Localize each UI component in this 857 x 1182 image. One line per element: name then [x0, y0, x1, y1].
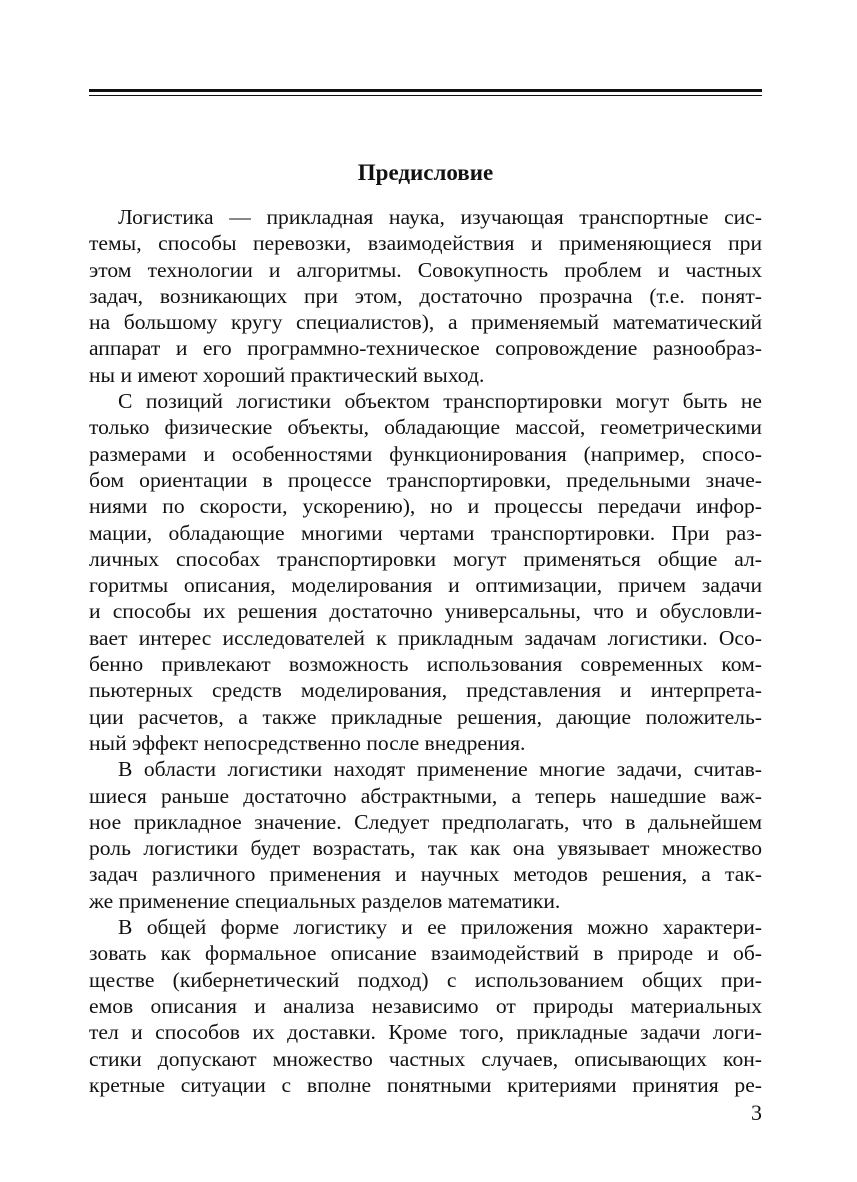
body-text: [89, 204, 762, 1098]
text-line: ное прикладное значение. Следует предполагать, что в дальнейшем: [89, 809, 762, 834]
text-line: мации, обладающие многими чертами транспортировки. При раз-: [89, 520, 762, 545]
page-title: Предисловие: [357, 160, 494, 185]
text-line: бенно привлекают возможность использования современных ком-: [89, 652, 762, 677]
text-line: на большому кругу специалистов), а применяемый математический: [89, 310, 762, 335]
header-rule-thin: [89, 95, 762, 96]
text-line: роль логистики будет возрастать, так как она увязывает множество: [89, 836, 762, 861]
text-line: ществе (кибернетический подход) с использованием общих при-: [89, 967, 762, 992]
paragraph: [89, 204, 762, 388]
text-line: тел и способов их доставки. Кроме того, прикладные задачи логи-: [89, 1020, 762, 1045]
page-number: 3: [751, 1100, 762, 1125]
text-line: вает интерес исследователей к прикладным задачам логистики. Осо-: [89, 625, 762, 650]
text-line: задач, возникающих при этом, достаточно прозрачна (т.е. понят-: [89, 283, 762, 308]
paragraph: [89, 388, 762, 756]
header-rule-thick: [89, 89, 762, 92]
text-line: Логистика — прикладная наука, изучающая транспортные сис-: [118, 205, 762, 229]
text-line: шиеся раньше достаточно абстрактными, а теперь нашедшие важ-: [89, 783, 762, 808]
text-line: же применение специальных разделов математики.: [89, 888, 561, 913]
paragraph: [89, 914, 762, 1098]
text-line: ции расчетов, а также прикладные решения, дающие положитель-: [89, 704, 762, 729]
text-line: личных способах транспортировки могут применяться общие ал-: [89, 546, 762, 571]
text-line: кретные ситуации с вполне понятными критериями принятия ре-: [89, 1072, 762, 1097]
text-line: бом ориентации в процессе транспортировки, предельными значе-: [89, 467, 762, 492]
text-line: ны и имеют хороший практический выход.: [89, 362, 485, 387]
text-line: аппарат и его программно-техническое сопровождение разнообраз-: [89, 336, 762, 361]
text-line: пьютерных средств моделирования, представления и интерпрета-: [89, 678, 762, 703]
text-line: зовать как формальное описание взаимодействий в природе и об-: [89, 941, 762, 966]
text-line: В области логистики находят применение многие задачи, считав-: [118, 757, 762, 782]
text-line: ный эффект непосредственно после внедрения.: [89, 730, 526, 755]
text-line: В общей форме логистику и ее приложения можно характери-: [118, 915, 762, 940]
text-line: ниями по скорости, ускорению), но и процессы передачи инфор-: [89, 494, 762, 519]
text-line: только физические объекты, обладающие массой, геометрическими: [89, 415, 762, 440]
text-line: стики допускают множество частных случаев, описывающих кон-: [89, 1046, 762, 1071]
text-line: горитмы описания, моделирования и оптимизации, причем задачи: [89, 573, 762, 598]
text-line: С позиций логистики объектом транспортировки могут быть не: [118, 389, 762, 414]
text-line: размерами и особенностями функционирования (например, спосо-: [89, 441, 762, 466]
text-line: этом технологии и алгоритмы. Совокупность проблем и частных: [89, 257, 762, 282]
text-line: и способы их решения достаточно универсальны, что и обусловли-: [89, 599, 762, 624]
text-line: темы, способы перевозки, взаимодействия и применяющиеся при: [89, 231, 762, 256]
paragraph: [89, 756, 762, 914]
text-line: емов описания и анализа независимо от природы материальных: [89, 993, 762, 1018]
text-line: задач различного применения и научных методов решения, а так-: [89, 862, 762, 887]
